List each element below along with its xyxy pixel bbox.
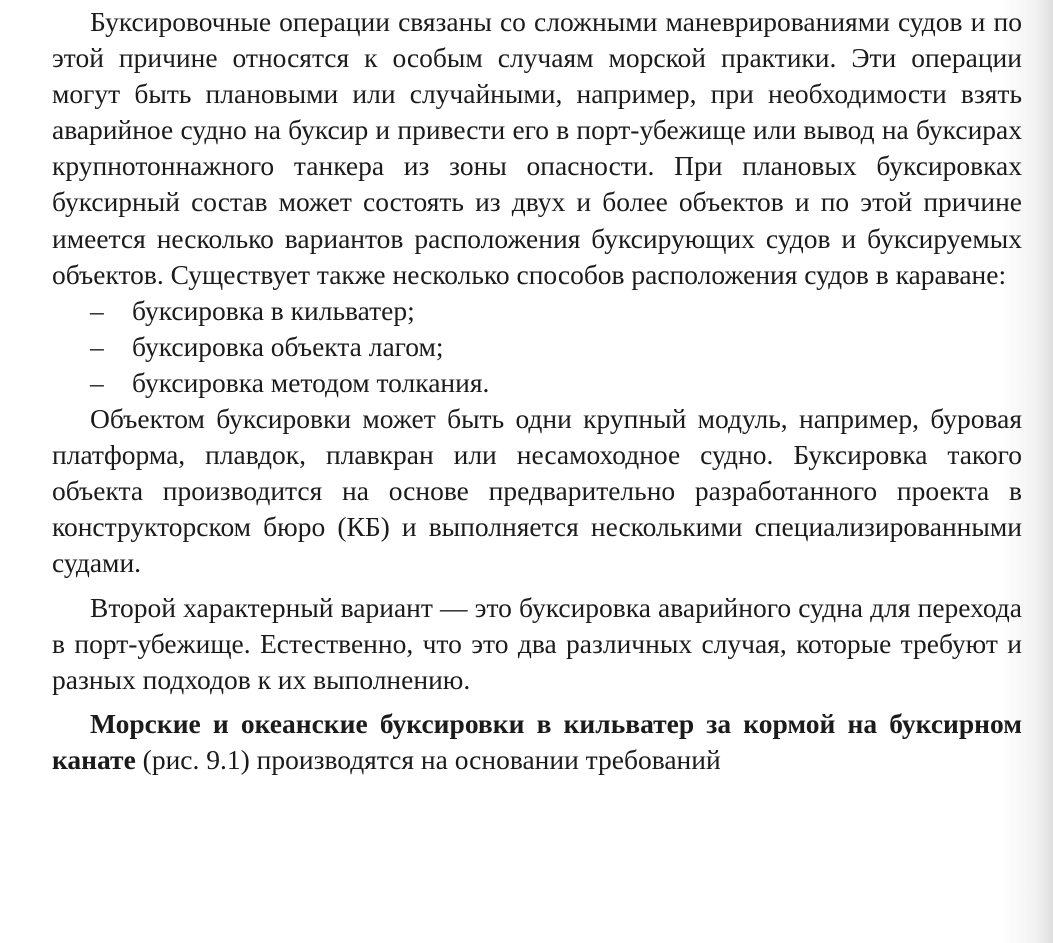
list-item-text: буксировка в кильватер; <box>132 294 415 326</box>
list-item <box>90 329 1022 365</box>
paragraph-tow-object: Объектом буксировки может быть одни крупный модуль, например, буровая платформа, плавдок, плавкран или несамоходное судно. Буксировка такого объекта производится на основе предварительно разработанного проекта в конструкторском бюро (КБ) и выполняется несколькими специализированными судами. <box>52 403 1022 579</box>
text-block <box>52 4 1022 778</box>
list-dash: – <box>90 294 104 326</box>
paragraph-intro: Буксировочные операции связаны со сложными маневрированиями судов и по этой причине относятся к особым случаям морской практики. Эти операции могут быть плановыми или случайными, например, при необходимости взять аварийное судно на буксир и привести его в порт-убежище или вывод на буксирах крупнотоннажного танкера из зоны опасности. При плановых буксировках буксирный состав может состоять из двух и более объектов и по этой причине имеется несколько вариантов расположения буксирующих судов и буксируемых объектов. Существует также несколько способов расположения судов в караване: <box>52 6 1022 290</box>
bold-heading-phrase: Морские и океанские буксировки в кильватер за кормой на буксирном канате <box>52 707 1022 775</box>
towing-methods-list <box>52 293 1022 401</box>
list-item-text: буксировка объекта лагом; <box>132 330 444 362</box>
list-dash: – <box>90 330 104 362</box>
list-item-text: буксировка методом толкания. <box>132 366 490 398</box>
list-dash: – <box>90 366 104 398</box>
paragraph-ocean-tow <box>52 706 1022 778</box>
list-item <box>90 293 1022 329</box>
paragraph-emergency-tow: Второй характерный вариант — это буксировка аварийного судна для перехода в порт-убежище. Естественно, что это два различных случая, которые требуют и разных подходов к их выполнению. <box>52 591 1022 695</box>
list-item <box>90 365 1022 401</box>
paragraph-continuation: (рис. 9.1) производятся на основании требований <box>135 743 721 775</box>
